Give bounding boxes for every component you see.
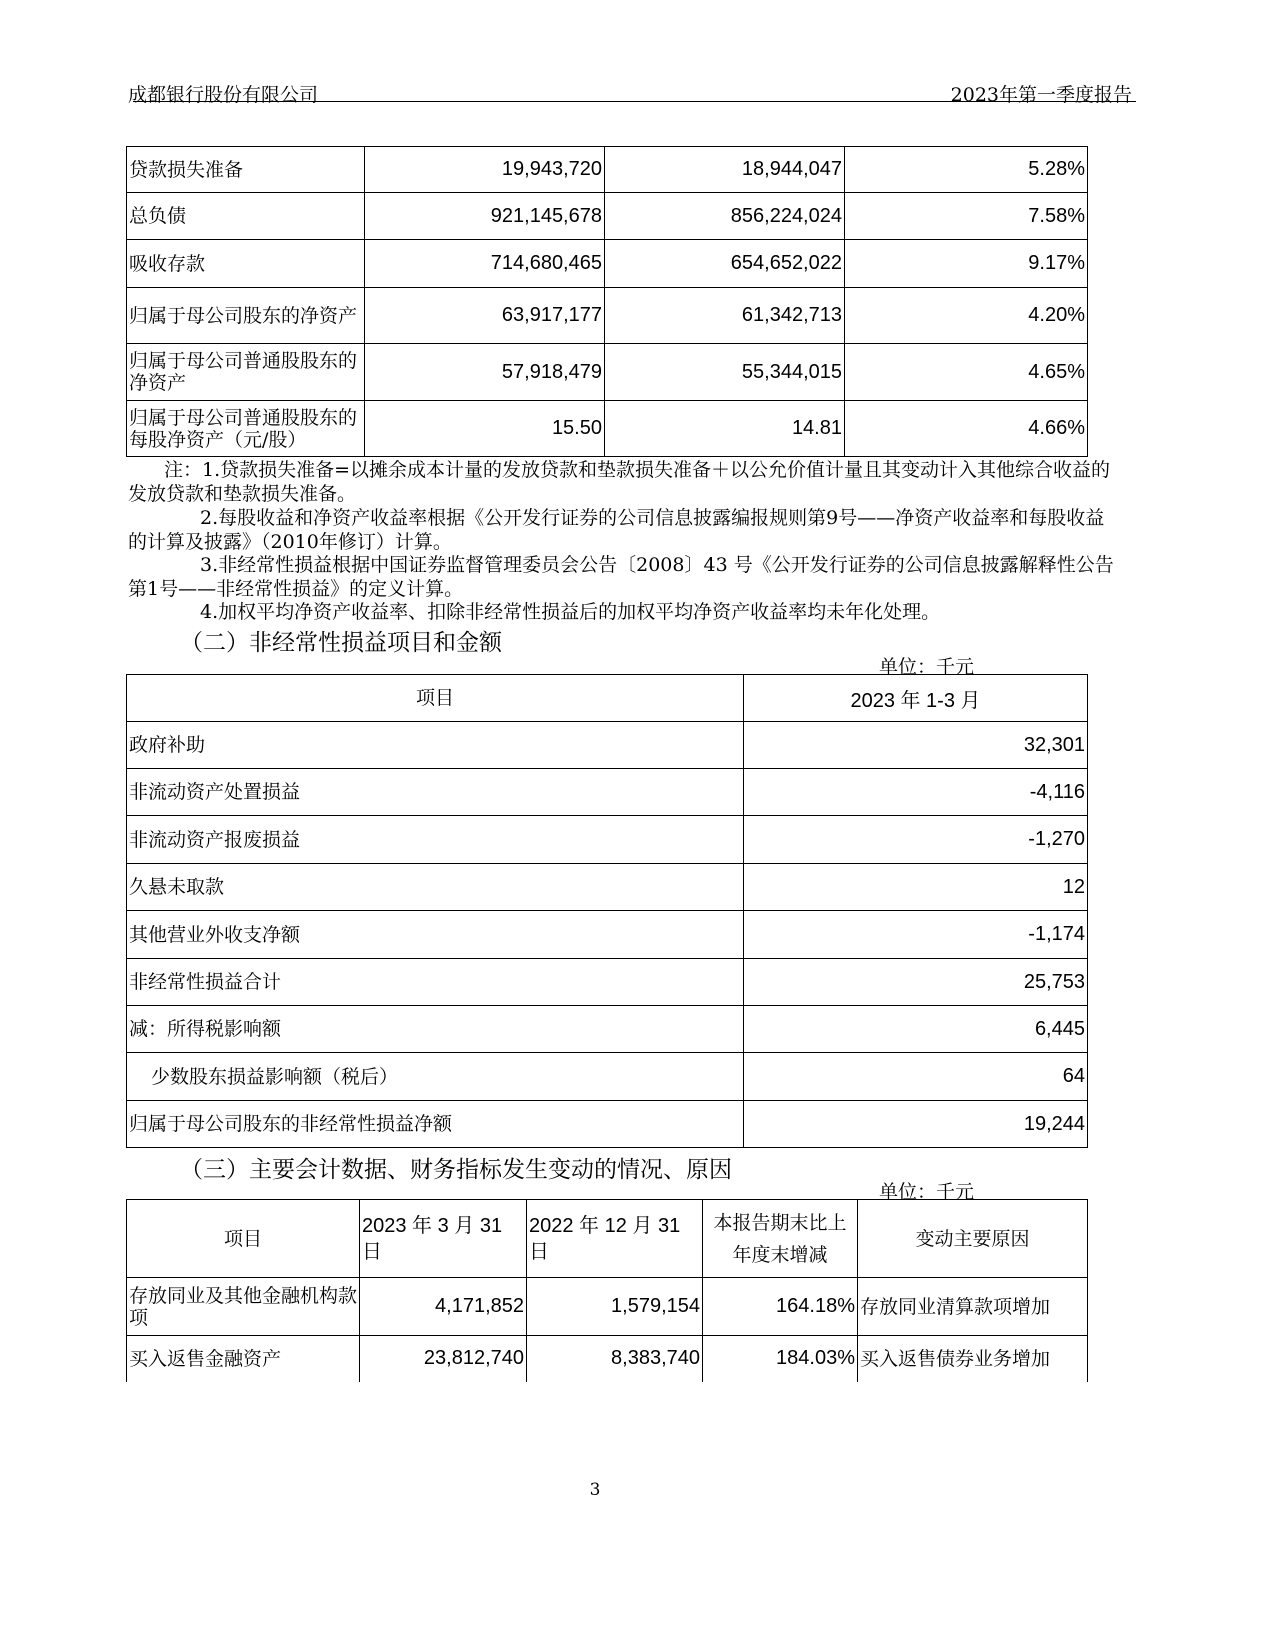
row-reason: 存放同业清算款项增加 [858, 1278, 1088, 1336]
table-header-row [127, 675, 1088, 722]
nonrecurring-table [126, 674, 1088, 1148]
col-header-item: 项目 [127, 1200, 360, 1278]
row-value: -4,116 [744, 769, 1088, 816]
note-4: 4.加权平均净资产收益率、扣除非经常性损益后的加权平均净资产收益率均未年化处理。 [200, 601, 941, 623]
row-value: 921,145,678 [365, 193, 605, 240]
row-label: 归属于母公司普通股股东的净资产 [127, 344, 365, 401]
row-value: 12 [744, 864, 1088, 911]
row-value: 14.81 [605, 401, 845, 457]
header-report-title: 2023年第一季度报告 [950, 84, 1132, 106]
col-header-2022: 2022 年 12 月 31 日 [527, 1200, 703, 1278]
table-row [127, 864, 1088, 911]
table-row [127, 288, 1088, 344]
col-header-item: 项目 [127, 675, 744, 722]
row-value: 32,301 [744, 722, 1088, 769]
col-header-change-line1: 本报告期末比上 [713, 1211, 847, 1234]
row-label: 归属于母公司股东的非经常性损益净额 [127, 1101, 744, 1148]
header-divider [133, 101, 1136, 102]
row-change: 5.28% [845, 147, 1088, 193]
row-value-2022: 1,579,154 [527, 1278, 703, 1336]
section2-unit: 单位：千元 [879, 656, 975, 678]
note-3: 3.非经常性损益根据中国证券监督管理委员会公告〔2008〕43 号《公开发行证券的公司信息披露解释性公告第1号——非经常性损益》的定义计算。 [128, 554, 1114, 600]
note-2: 2.每股收益和净资产收益率根据《公开发行证券的公司信息披露编报规则第9号——净资产收益率和每股收益的计算及披露》（2010年修订）计算。 [128, 507, 1105, 553]
row-value: -1,174 [744, 911, 1088, 959]
page-number: 3 [589, 1480, 601, 1500]
col-header-change-line2: 年度末增减 [732, 1243, 828, 1266]
row-label: 少数股东损益影响额（税后） [127, 1053, 744, 1101]
table-row [127, 1278, 1088, 1336]
row-change: 164.18% [703, 1278, 858, 1336]
row-change: 4.20% [845, 288, 1088, 344]
balance-table [126, 146, 1088, 457]
table-row [127, 147, 1088, 193]
table-row [127, 193, 1088, 240]
table-row [127, 344, 1088, 401]
changes-table [126, 1199, 1088, 1382]
row-label: 贷款损失准备 [127, 147, 365, 193]
table-row [127, 911, 1088, 959]
row-value: -1,270 [744, 816, 1088, 864]
row-value-2023: 4,171,852 [360, 1278, 527, 1336]
note-1: 注：1.贷款损失准备=以摊余成本计量的发放贷款和垫款损失准备＋以公允价值计量且其变动计入其他综合收益的发放贷款和垫款损失准备。 [128, 459, 1111, 505]
row-value: 64 [744, 1053, 1088, 1101]
row-value: 714,680,465 [365, 240, 605, 288]
row-value: 856,224,024 [605, 193, 845, 240]
row-change: 184.03% [703, 1336, 858, 1382]
row-value: 63,917,177 [365, 288, 605, 344]
row-value: 57,918,479 [365, 344, 605, 401]
table-row [127, 240, 1088, 288]
col-header-change [703, 1200, 858, 1278]
row-label: 非流动资产报废损益 [127, 816, 744, 864]
table-row [127, 722, 1088, 769]
table-row [127, 816, 1088, 864]
row-reason: 买入返售债券业务增加 [858, 1336, 1088, 1382]
row-label: 总负债 [127, 193, 365, 240]
row-label: 其他营业外收支净额 [127, 911, 744, 959]
row-value-2022: 8,383,740 [527, 1336, 703, 1382]
section2-title: （二）非经常性损益项目和金额 [180, 630, 502, 656]
row-label: 政府补助 [127, 722, 744, 769]
row-change: 4.65% [845, 344, 1088, 401]
row-value: 19,943,720 [365, 147, 605, 193]
row-label: 非经常性损益合计 [127, 959, 744, 1006]
row-label: 减：所得税影响额 [127, 1006, 744, 1053]
row-label: 买入返售金融资产 [127, 1336, 360, 1382]
table-row [127, 1006, 1088, 1053]
table-row [127, 1336, 1088, 1382]
header-company: 成都银行股份有限公司 [128, 84, 319, 106]
row-label: 存放同业及其他金融机构款项 [127, 1278, 360, 1336]
row-value: 654,652,022 [605, 240, 845, 288]
row-label: 归属于母公司股东的净资产 [127, 288, 365, 344]
row-value: 15.50 [365, 401, 605, 457]
col-header-2023: 2023 年 3 月 31 日 [360, 1200, 527, 1278]
table-row [127, 959, 1088, 1006]
table-row [127, 1101, 1088, 1148]
row-change: 7.58% [845, 193, 1088, 240]
row-value: 18,944,047 [605, 147, 845, 193]
row-value: 19,244 [744, 1101, 1088, 1148]
table-row [127, 1053, 1088, 1101]
row-label: 久悬未取款 [127, 864, 744, 911]
row-value: 55,344,015 [605, 344, 845, 401]
row-value: 61,342,713 [605, 288, 845, 344]
row-label: 非流动资产处置损益 [127, 769, 744, 816]
table-header-row [127, 1200, 1088, 1278]
row-change: 4.66% [845, 401, 1088, 457]
row-value: 25,753 [744, 959, 1088, 1006]
col-header-reason: 变动主要原因 [858, 1200, 1088, 1278]
row-label: 归属于母公司普通股股东的每股净资产（元/股） [127, 401, 365, 457]
section3-title: （三）主要会计数据、财务指标发生变动的情况、原因 [180, 1157, 732, 1183]
table-row [127, 769, 1088, 816]
table-row [127, 401, 1088, 457]
section3-unit: 单位：千元 [879, 1181, 975, 1203]
row-value-2023: 23,812,740 [360, 1336, 527, 1382]
row-value: 6,445 [744, 1006, 1088, 1053]
col-header-period: 2023 年 1-3 月 [744, 675, 1088, 722]
row-label: 吸收存款 [127, 240, 365, 288]
row-change: 9.17% [845, 240, 1088, 288]
